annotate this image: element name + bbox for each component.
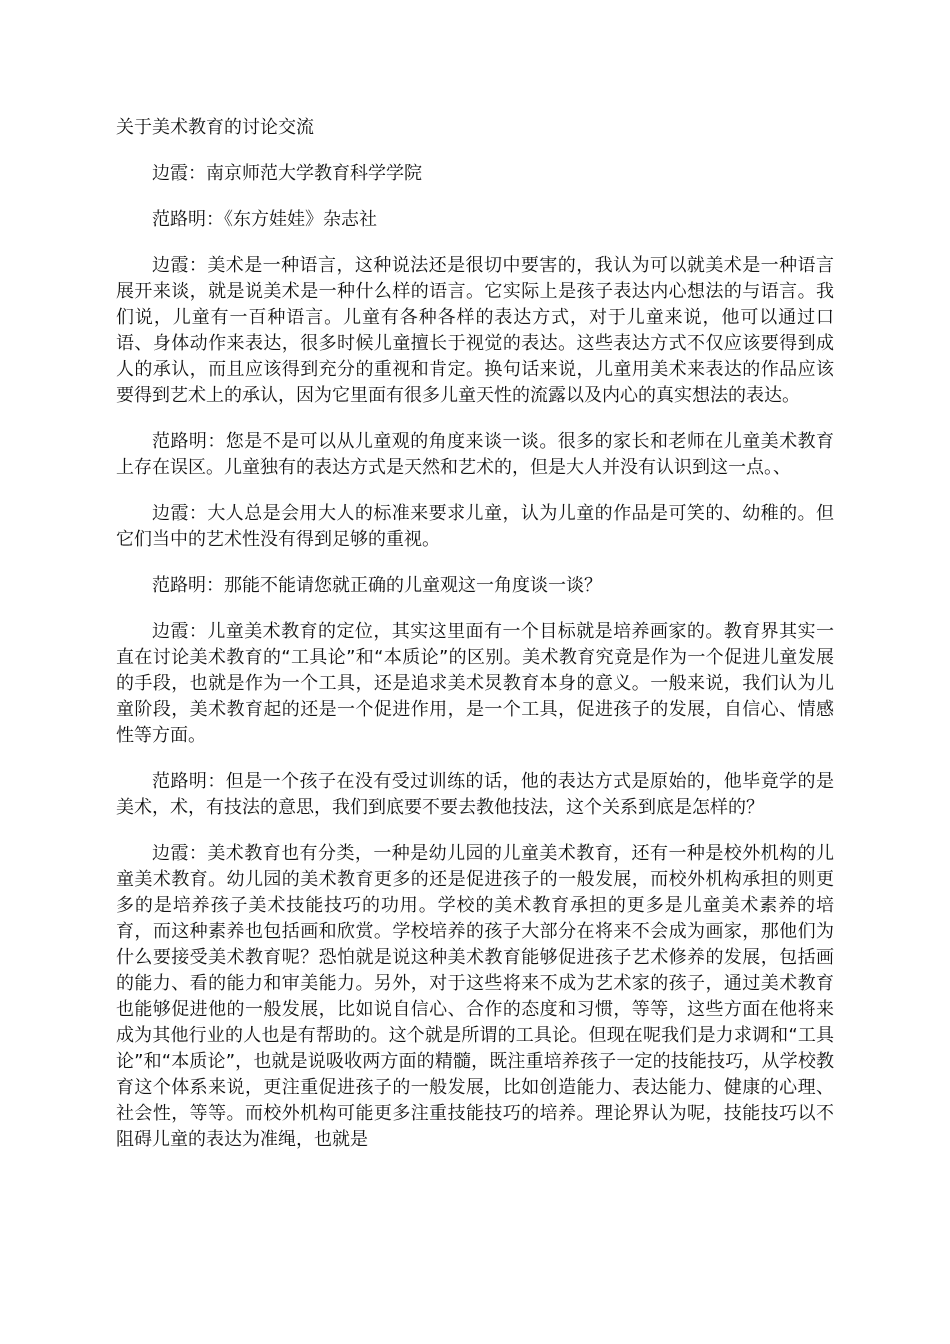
paragraph-dialogue: 边霞：美术是一种语言，这种说法还是很切中要害的，我认为可以就美术是一种语言展开来谈，就是说美术是一种什么样的语言。它实际上是孩子表达内心想法的与语言。我们说，儿童有一百种语言。儿童有各种各样的表达方式，对于儿童来说，他可以通过口语、身体动作来表达，很多时候儿童擅长于视觉的表达。这些表达方式不仅应该要得到成人的承认，而且应该得到充分的重视和肯定。换句话来说，儿童用美术来表达的作品应该要得到艺术上的承认，因为它里面有很多儿童天性的流露以及内心的真实想法的表达。: [116, 255, 834, 406]
paragraph-dialogue: 边霞：大人总是会用大人的标准来要求儿童，认为儿童的作品是可笑的、幼稚的。但它们当中的艺术性没有得到足够的重视。: [116, 503, 834, 550]
paragraph-dialogue: 范路明：但是一个孩子在没有受过训练的话，他的表达方式是原始的，他毕竟学的是美术，术，有技法的意思，我们到底要不要去教他技法，这个关系到底是怎样的？: [116, 771, 834, 818]
document-title: 关于美术教育的讨论交流: [116, 117, 314, 138]
paragraph-dialogue: 边霞：美术教育也有分类，一种是幼儿园的儿童美术教育，还有一种是校外机构的儿童美术教育。幼儿园的美术教育更多的还是促进孩子的一般发展，而校外机构承担的则更多的是培养孩子美术技能技巧的功用。学校的美术教育承担的更多是儿童美术素养的培育，而这种素养也包括画和欣赏。学校培养的孩子大部分在将来不会成为画家，那他们为什么要接受美术教育呢？恐怕就是说这种美术教育能够促进孩子艺术修养的发展，包括画的能力、看的能力和审美能力。另外，对于这些将来不成为艺术家的孩子，通过美术教育也能够促进他的一般发展，比如说自信心、合作的态度和习惯，等等，这些方面在他将来成为其他行业的人也是有帮助的。这个就是所谓的工具论。但现在呢我们是力求调和“工具论”和“本质论”，也就是说吸收两方面的精髓，既注重培养孩子一定的技能技巧，从学校教育这个体系来说，更注重促进孩子的一般发展，比如创造能力、表达能力、健康的心理、社会性，等等。而校外机构可能更多注重技能技巧的培养。理论界认为呢，技能技巧以不阻碍儿童的表达为准绳，也就是: [116, 843, 834, 1150]
paragraph-affiliation-bianxia: 边霞：南京师范大学教育科学学院: [152, 163, 422, 184]
paragraph-affiliation-fanluming: 范路明：《东方娃娃》杂志社: [152, 209, 377, 230]
document-body: [116, 115, 834, 1173]
paragraph-dialogue: 范路明：那能不能请您就正确的儿童观这一角度谈一谈？: [152, 575, 602, 596]
paragraph-dialogue: 边霞：儿童美术教育的定位，其实这里面有一个目标就是培养画家的。教育界其实一直在讨论美术教育的“工具论”和“本质论”的区别。美术教育究竟是作为一个促进儿童发展的手段，也就是作为一个工具，还是追求美术炅教育本身的意义。一般来说，我们认为儿童阶段，美术教育起的还是一个促进作用，是一个工具，促进孩子的发展，自信心、情感性等方面。: [116, 621, 834, 746]
paragraph-dialogue: 范路明：您是不是可以从儿童观的角度来谈一谈。很多的家长和老师在儿童美术教育上存在误区。儿童独有的表达方式是天然和艺术的，但是大人并没有认识到这一点。、: [116, 431, 834, 478]
